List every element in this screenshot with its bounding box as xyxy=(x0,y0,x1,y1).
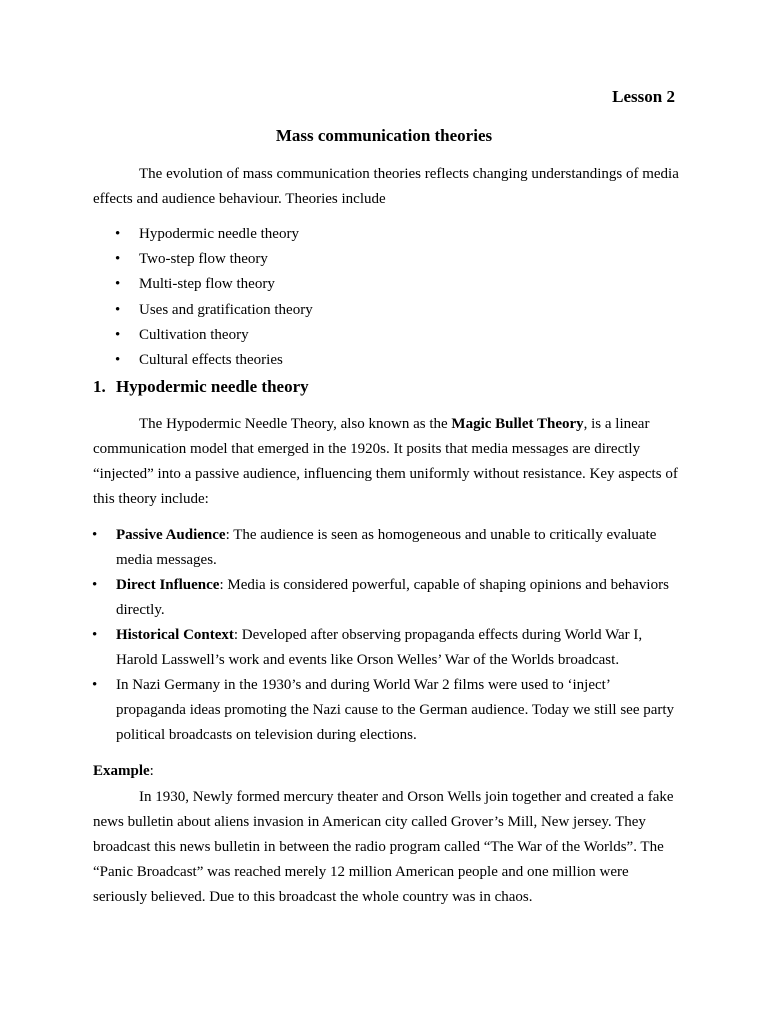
bullet-icon: • xyxy=(115,326,121,343)
list-item xyxy=(0,323,313,348)
example-label xyxy=(93,760,154,782)
aspect-text: In Nazi Germany in the 1930’s and during World War 2 films were used to ‘inject’ propaganda ideas promoting the Nazi cause to the German audience. Today we still see party political broadcasts on television during elections. xyxy=(116,677,675,743)
bullet-icon: • xyxy=(115,276,121,293)
para-text-after: , is a linear communication model that emerged in the 1920s. It posits that media messages are directly “injected” into a passive audience, influencing them uniformly without resistance. Key aspects of this theory include: xyxy=(93,416,678,507)
page-title: Mass communication theories xyxy=(275,126,493,145)
bullet-icon: • xyxy=(92,677,98,693)
aspect-text: : The audience is seen as homogeneous and unable to critically evaluate media messages. xyxy=(116,527,657,568)
list-item xyxy=(0,247,313,272)
bullet-icon: • xyxy=(115,301,121,318)
list-item xyxy=(0,348,313,373)
section-intro-paragraph xyxy=(93,412,683,512)
example-text: In 1930, Newly formed mercury theater and Orson Wells join together and created a fake news bulletin about aliens invasion in American city called Grover’s Mill, New jersey. They broadcast this news bulletin in between the radio program called “The War of the Worlds”. The “Panic Broadcast” was reached merely 12 million American people and one million were seriously believed. Due to this broadcast the whole country was in chaos. xyxy=(93,789,674,905)
list-item xyxy=(0,623,683,673)
aspect-text: : Media is considered powerful, capable of shaping opinions and behaviors directly. xyxy=(116,577,669,618)
list-item xyxy=(0,222,313,247)
list-item-label: Cultural effects theories xyxy=(139,352,283,369)
example-paragraph xyxy=(93,785,683,910)
list-item xyxy=(0,573,683,623)
bullet-icon: • xyxy=(92,527,98,543)
bullet-icon: • xyxy=(115,226,121,242)
aspects-list xyxy=(0,523,683,748)
aspect-text: : Developed after observing propaganda effects during World War I, Harold Lasswell’s work and events like Orson Welles’ War of the Worlds broadcast. xyxy=(116,627,643,668)
list-item xyxy=(0,523,683,573)
list-item xyxy=(0,298,313,323)
theories-list xyxy=(0,222,313,373)
list-item-label: Multi-step flow theory xyxy=(139,276,275,293)
list-item-label: Cultivation theory xyxy=(139,326,249,343)
list-item xyxy=(0,272,313,297)
example-label-colon: : xyxy=(149,763,154,779)
list-item-label: Two-step flow theory xyxy=(139,251,268,268)
list-item xyxy=(0,673,683,748)
aspect-term: Passive Audience xyxy=(116,527,226,543)
section-heading-text: Hypodermic needle theory xyxy=(116,377,309,396)
section-number: 1. xyxy=(93,377,106,396)
bullet-icon: • xyxy=(115,352,121,369)
intro-paragraph xyxy=(93,162,683,212)
para-text-before: The Hypodermic Needle Theory, also known as the xyxy=(139,416,452,432)
example-label-text: Example xyxy=(93,763,150,779)
lesson-number: Lesson 2 xyxy=(612,87,675,106)
bullet-icon: • xyxy=(115,251,121,268)
para-bold-term: Magic Bullet Theory xyxy=(451,416,584,432)
aspect-term: Historical Context xyxy=(116,627,234,643)
aspect-term: Direct Influence xyxy=(116,577,220,593)
section-heading xyxy=(93,376,309,398)
list-item-label: Hypodermic needle theory xyxy=(139,226,299,242)
bullet-icon: • xyxy=(92,627,98,643)
bullet-icon: • xyxy=(92,577,98,593)
intro-text: The evolution of mass communication theories reflects changing understandings of media effects and audience behaviour. Theories include xyxy=(93,166,679,207)
list-item-label: Uses and gratification theory xyxy=(139,301,313,318)
